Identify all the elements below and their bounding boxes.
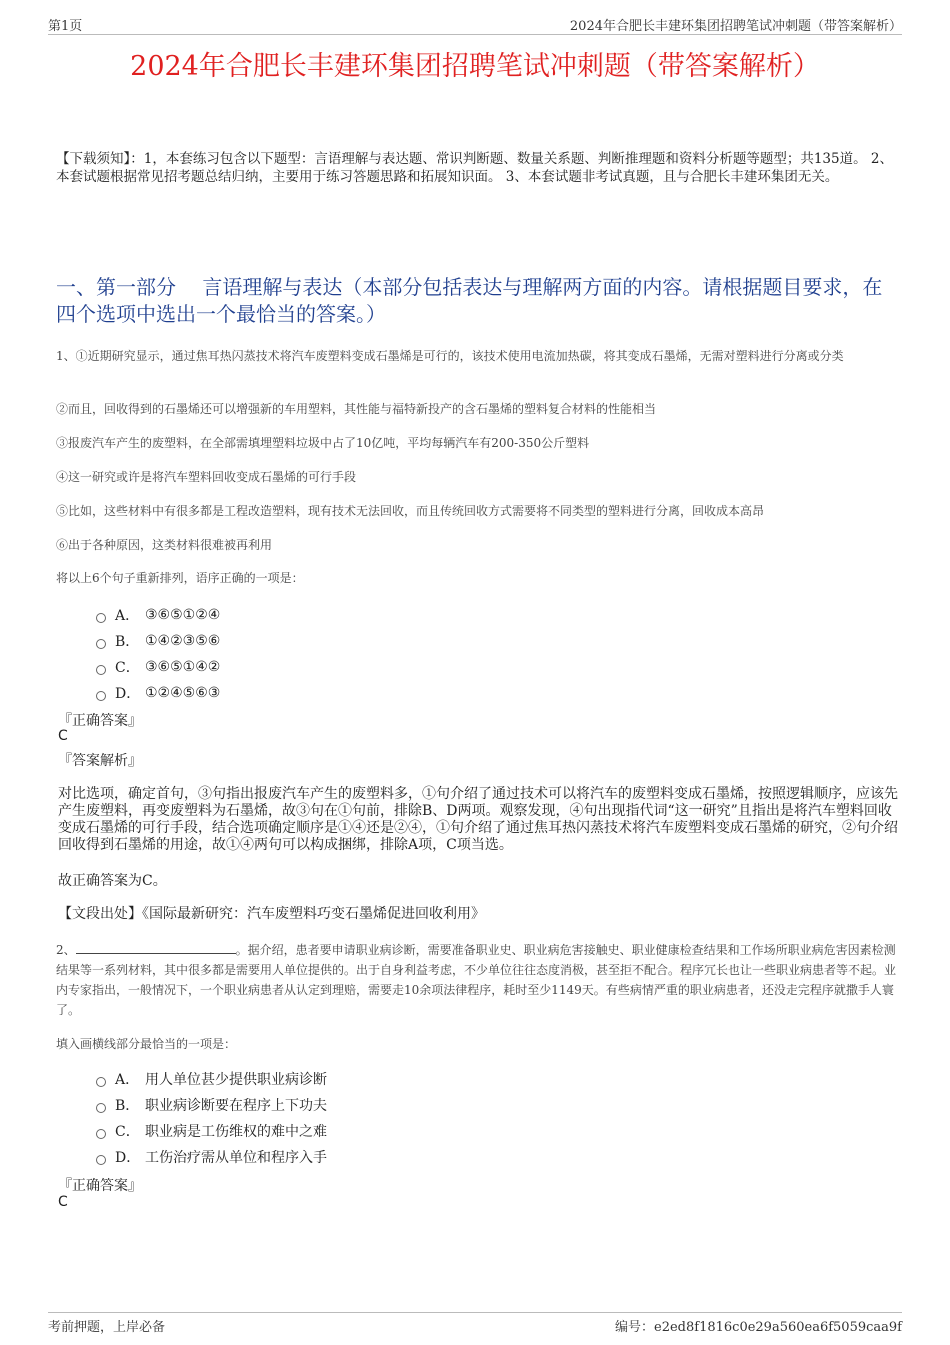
q1-analysis-label: 『答案解析』 bbox=[58, 753, 142, 769]
radio-icon[interactable] bbox=[96, 1155, 106, 1165]
q2-option-b[interactable]: B． 职业病诊断要在程序上下功夫 bbox=[96, 1092, 327, 1118]
q2-answer: C bbox=[58, 1194, 68, 1210]
q2-options bbox=[96, 1066, 327, 1170]
q2-option-c[interactable]: C． 职业病是工伤维权的难中之难 bbox=[96, 1118, 327, 1144]
q1-sentence-3: ③报废汽车产生的废塑料，在全部需填埋塑料垃圾中占了10亿吨，平均每辆汽车有200-350公斤塑料 bbox=[56, 436, 590, 450]
q2-option-a[interactable]: A． 用人单位甚少提供职业病诊断 bbox=[96, 1066, 327, 1092]
section-title: 一、第一部分 言语理解与表达（本部分包括表达与理解两方面的内容。请根据题目要求，在四个选项中选出一个最恰当的答案。） bbox=[56, 275, 883, 326]
q1-answer: C bbox=[58, 728, 68, 744]
footer-slogan: 考前押题，上岸必备 bbox=[48, 1320, 166, 1335]
q1-answer-label: 『正确答案』 bbox=[58, 713, 142, 729]
q1-conclusion: 故正确答案为C。 bbox=[58, 873, 167, 889]
radio-icon[interactable] bbox=[96, 1129, 106, 1139]
header-doc-title: 2024年合肥长丰建环集团招聘笔试冲刺题（带答案解析） bbox=[569, 19, 902, 34]
radio-icon[interactable] bbox=[96, 691, 106, 701]
q1-source: 【文段出处】《国际最新研究：汽车废塑料巧变石墨烯促进回收利用》 bbox=[58, 906, 485, 922]
q1-sentence-2: ②而且，回收得到的石墨烯还可以增强新的车用塑料，其性能与福特新投产的含石墨烯的塑料复合材料的性能相当 bbox=[56, 402, 657, 416]
radio-icon[interactable] bbox=[96, 639, 106, 649]
radio-icon[interactable] bbox=[96, 613, 106, 623]
page-footer bbox=[48, 1312, 902, 1333]
page-number: 第1页 bbox=[48, 19, 83, 34]
q1-analysis: 对比选项，确定首句，③句指出报废汽车产生的废塑料多，①句介绍了通过技术可以将汽车的废塑料变成石墨烯，按照逻辑顺序，应该先产生废塑料，再变废塑料为石墨烯，故③句在①句前，排除B、D两项。观察发现，④句出现指代词“这一研究”且指出是将汽车塑料回收变成石墨烯的可行手段，结合选项确定顺序是①④还是②④，①句介绍了通过焦耳热闪蒸技术将汽车废塑料变成石墨烯的研究，②句介绍回收得到石墨烯的用途，故①④两句可以构成捆绑，排除A项，C项当选。 bbox=[58, 786, 898, 853]
document-title: 2024年合肥长丰建环集团招聘笔试冲刺题（带答案解析） bbox=[130, 51, 820, 82]
q2-text: 2、 。据介绍，患者要申请职业病诊断，需要准备职业史、职业病危害接触史、职业健康检查结果和工作场所职业病危害因素检测结果等一系列材料，其中很多都是需要用人单位提供的。出于自身利益考虑，不少单位往往态度消极，甚至拒不配合。程序冗长也让一些职业病患者等不起。业内专家指出，一般情况下，一个职业病患者从认定到理赔，需要走10余项法律程序，耗时至少1149天。有些病情严重的职业病患者，还没走完程序就撒手人寰了。 bbox=[56, 943, 897, 1017]
q1-option-b[interactable]: B． ①④②③⑤⑥ bbox=[96, 628, 220, 654]
q2-prompt: 填入画横线部分最恰当的一项是： bbox=[56, 1037, 237, 1051]
radio-icon[interactable] bbox=[96, 1103, 106, 1113]
page-header bbox=[48, 14, 902, 35]
footer-code: 编号：e2ed8f1816c0e29a560ea6f5059caa9f bbox=[615, 1320, 902, 1335]
q1-sentence-4: ④这一研究或许是将汽车塑料回收变成石墨烯的可行手段 bbox=[56, 470, 357, 484]
q1-option-a[interactable]: A． ③⑥⑤①②④ bbox=[96, 602, 220, 628]
download-notice: 【下载须知】：1，本套练习包含以下题型：言语理解与表达题、常识判断题、数量关系题、判断推理题和资料分析题等题型；共135道。 2、本套试题根据常见招考题总结归纳，主要用于练习答题思路和拓展知识面。 3、本套试题非考试真题，且与合肥长丰建环集团无关。 bbox=[56, 151, 893, 185]
q1-option-d[interactable]: D． ①②④⑤⑥③ bbox=[96, 680, 220, 706]
q1-sentence-6: ⑥出于各种原因，这类材料很难被再利用 bbox=[56, 538, 273, 552]
q1-sentence-5: ⑤比如，这些材料中有很多都是工程改造塑料，现有技术无法回收，而且传统回收方式需要将不同类型的塑料进行分离，回收成本高昂 bbox=[56, 504, 765, 518]
q2-option-d[interactable]: D． 工伤治疗需从单位和程序入手 bbox=[96, 1144, 327, 1170]
q1-prompt: 将以上6个句子重新排列，语序正确的一项是： bbox=[56, 571, 304, 585]
radio-icon[interactable] bbox=[96, 1077, 106, 1087]
radio-icon[interactable] bbox=[96, 665, 106, 675]
q1-sentence-1: 1、①近期研究显示，通过焦耳热闪蒸技术将汽车废塑料变成石墨烯是可行的，该技术使用电流加热碳，将其变成石墨烯，无需对塑料进行分离或分类 bbox=[56, 349, 844, 363]
fill-blank bbox=[76, 941, 236, 954]
q1-option-c[interactable]: C． ③⑥⑤①④② bbox=[96, 654, 220, 680]
q2-answer-label: 『正确答案』 bbox=[58, 1178, 142, 1194]
q1-options bbox=[96, 602, 220, 706]
